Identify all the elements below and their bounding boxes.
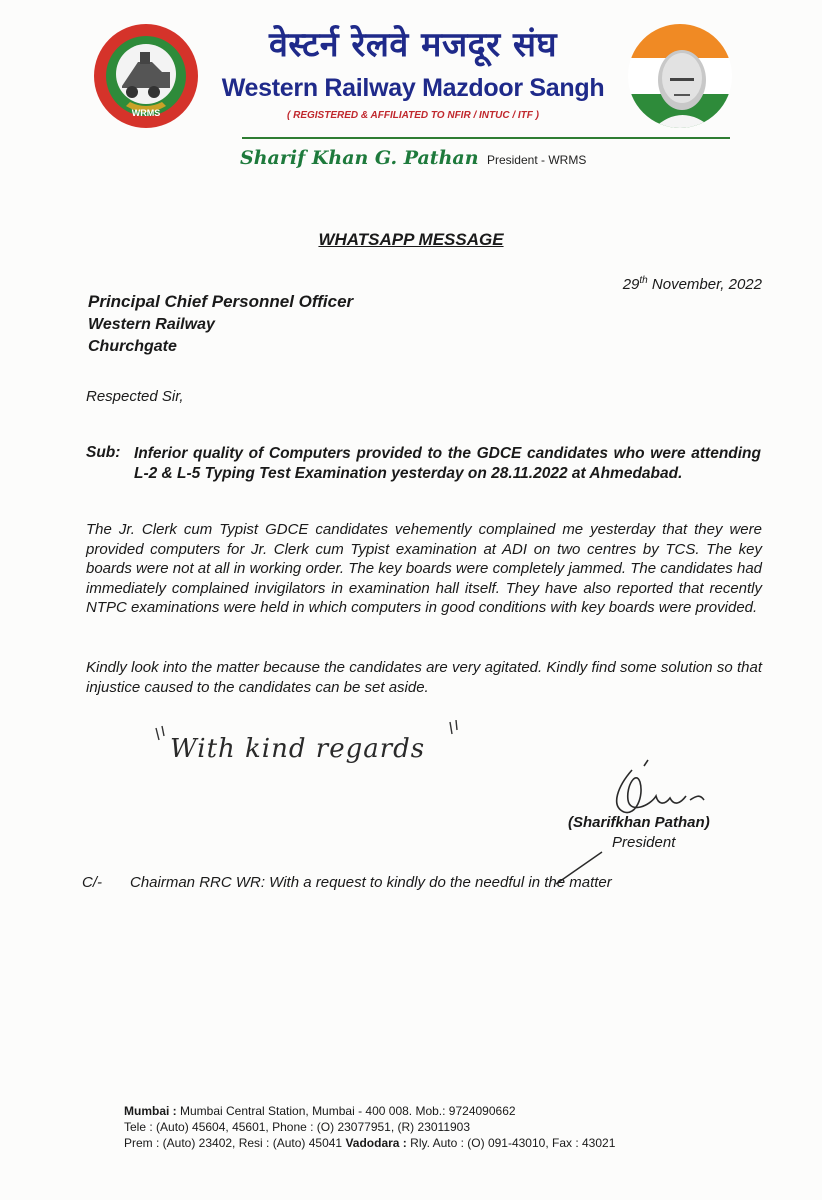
president-title: President - WRMS [486,153,587,167]
address-line-2: Western Railway [88,316,215,333]
president-line [240,147,586,181]
footer-contact [124,1103,764,1151]
date-rest: November, 2022 [647,276,762,293]
cc-text: Chairman RRC WR: With a request to kindly do the needful in the matter [130,874,612,891]
date-suffix: th [639,275,648,286]
footer-line-1-text: Mumbai Central Station, Mumbai - 400 008. Mob.: 9724090662 [176,1104,516,1118]
president-name: Sharif Khan G. Pathan [240,147,479,169]
body-paragraph-2: Kindly look into the matter because the candidates are very agitated. Kindly find some solution so that injustice caused to the candidates can be set aside. [86,659,762,696]
date-day: 29 [622,276,640,293]
registration-line: ( REGISTERED & AFFILIATED TO NFIR / INTUC / ITF ) [286,110,540,121]
footer-city-vadodara: Vadodara : [345,1136,407,1150]
subject-text: Inferior quality of Computers provided to the GDCE candidates who were attending L-2 & L-5 Typing Test Examination yesterday on 28.11.2022 at Ahmedabad. [134,445,761,482]
logo-text: WRMS [131,108,161,118]
header-divider [242,137,730,139]
body-paragraph-1: The Jr. Clerk cum Typist GDCE candidates vehemently complained me yesterday that they were provided computers for Jr. Clerk cum Typist examination at ADI on two centres by TCS. The key boards were not at all in working order. The key boards were completely jammed. The candidates had immediately complained invigilators in examination hall itself. They have also reported that recently NTPC examinations were held in which computers in good conditions with key boards were provided. [86,521,762,616]
closing-text: With kind regards [170,734,426,764]
signatory-name: (Sharifkhan Pathan) [568,814,710,831]
footer-city-mumbai: Mumbai : [124,1104,177,1118]
cc-label: C/- [82,874,102,891]
english-title: Western Railway Mazdoor Sangh [221,74,605,102]
address-line-1: Principal Chief Personnel Officer [88,292,354,311]
hindi-title: वेस्टर्न रेलवे मजदूर संघ [268,25,558,65]
footer-line-3 [124,1135,764,1151]
address-line-3: Churchgate [88,338,177,355]
footer-line-2: Tele : (Auto) 45604, 45601, Phone : (O) 23077951, (R) 23011903 [124,1120,471,1134]
signatory-title: President [612,834,676,851]
subject-label: Sub: [86,444,121,461]
footer-line-3-text-a: Prem : (Auto) 23402, Resi : (Auto) 45041 [124,1136,346,1150]
letter-date [520,276,762,293]
salutation: Respected Sir, [86,388,184,405]
footer-line-3-text-b: Rly. Auto : (O) 091-43010, Fax : 43021 [406,1136,616,1150]
footer-line-1 [124,1103,764,1119]
document-heading: WHATSAPP MESSAGE [318,230,504,249]
portrait-emblem-icon [626,22,734,130]
handwritten-closing [150,720,480,790]
